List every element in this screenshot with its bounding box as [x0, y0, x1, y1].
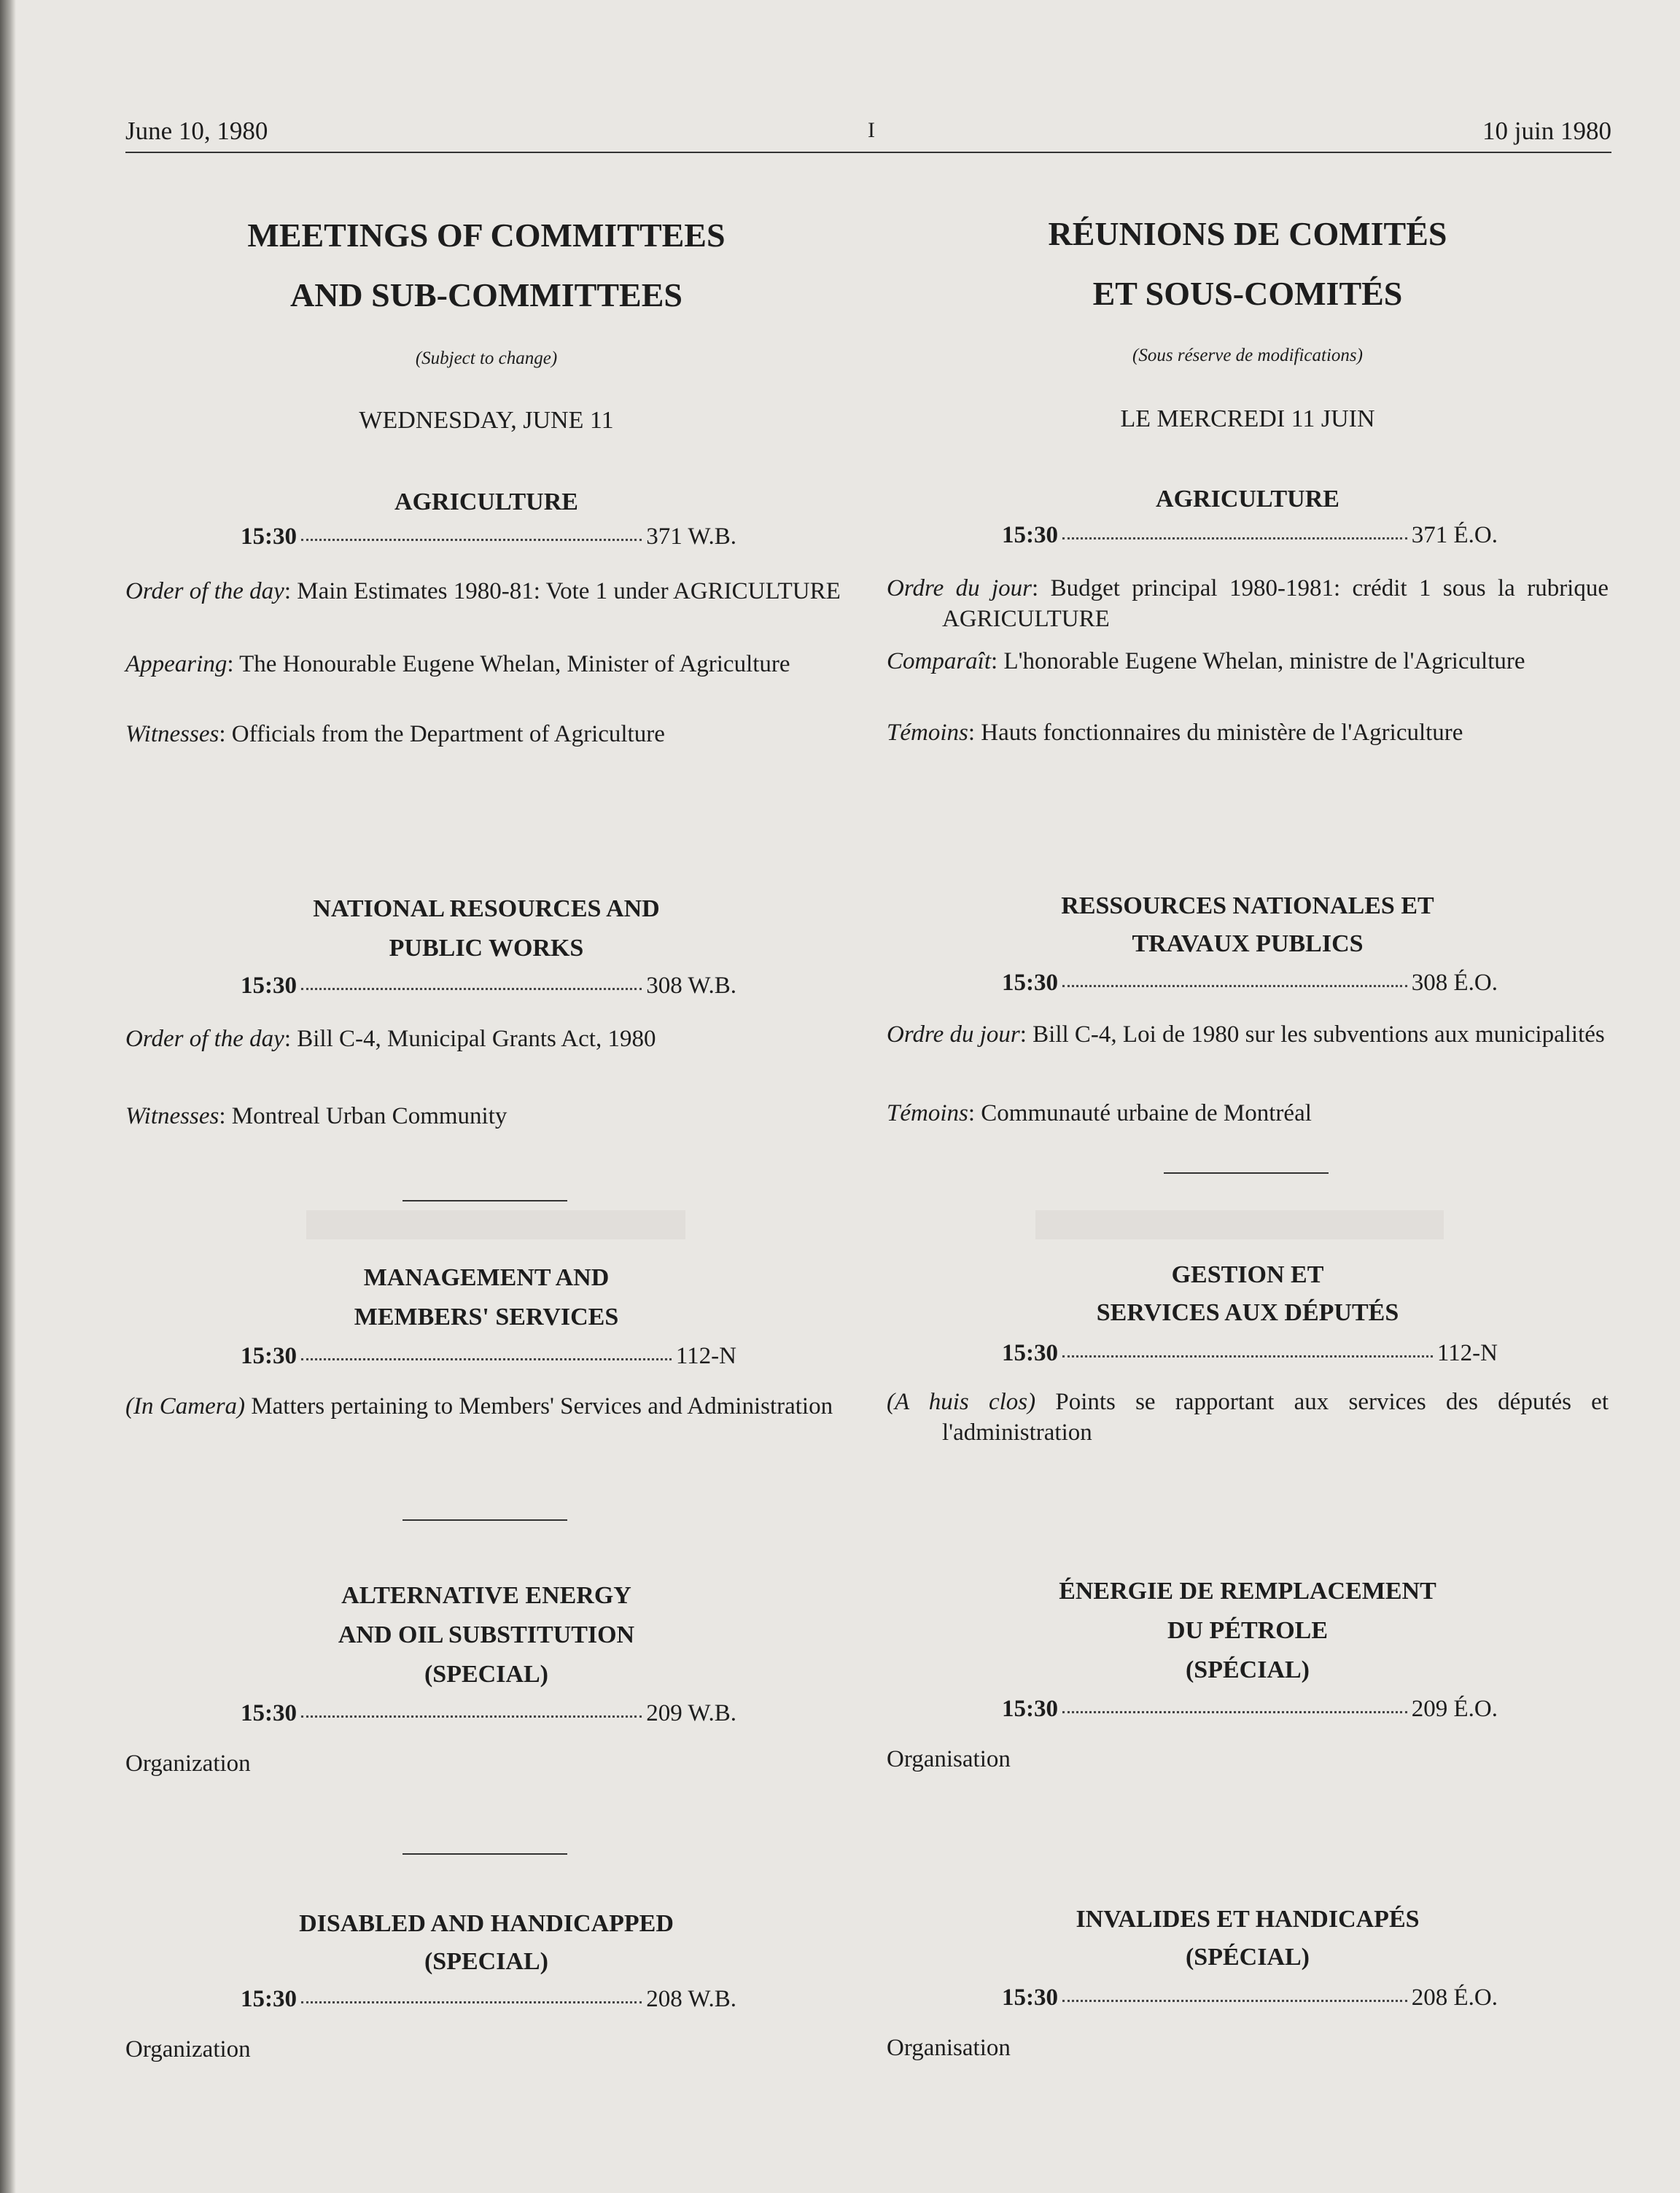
meeting-time-row — [241, 1343, 736, 1370]
meeting-day: WEDNESDAY, JUNE 11 — [359, 407, 614, 434]
meeting-time: 15:30 — [1002, 970, 1058, 996]
meeting-time-row — [241, 1700, 736, 1727]
in-camera-matters — [125, 1391, 847, 1422]
dot-leader — [1062, 985, 1407, 987]
committee-title: AGRICULTURE — [1156, 486, 1339, 513]
meeting-time-row — [241, 523, 736, 550]
meeting-room: 208 É.O. — [1411, 1984, 1498, 2011]
organization-note: Organization — [125, 2036, 251, 2062]
main-title-line2: ET SOUS-COMITÉS — [1092, 275, 1403, 312]
organization-note: Organisation — [887, 1746, 1011, 1772]
witnesses — [125, 1101, 847, 1131]
order-of-day — [125, 1024, 847, 1054]
subject-note: (Subject to change) — [415, 348, 558, 368]
order-label: Order of the day — [125, 1026, 284, 1052]
meeting-room: 371 W.B. — [646, 523, 736, 550]
committee-title-line2: DU PÉTROLE — [1167, 1617, 1329, 1644]
dot-leader — [1062, 537, 1407, 540]
witnesses-text: : Officials from the Department of Agriculture — [219, 721, 665, 747]
order-text: : Bill C-4, Municipal Grants Act, 1980 — [284, 1026, 656, 1052]
order-text: : Main Estimates 1980-81: Vote 1 under AGRICULTURE — [284, 578, 841, 604]
meeting-room: 112-N — [1436, 1340, 1498, 1366]
witnesses-text: : Hauts fonctionnaires du ministère de l'Agriculture — [968, 720, 1463, 746]
meeting-room: 112-N — [675, 1343, 736, 1369]
committee-title-line2: SERVICES AUX DÉPUTÉS — [1096, 1299, 1399, 1326]
witnesses — [125, 719, 847, 749]
in-camera-matters — [887, 1387, 1609, 1448]
meeting-room: 371 É.O. — [1411, 522, 1498, 548]
dot-leader — [301, 988, 642, 990]
meeting-room: 308 É.O. — [1411, 970, 1498, 996]
witnesses-label: Témoins — [887, 1100, 968, 1126]
witnesses-label: Témoins — [887, 720, 968, 746]
committee-title-line1: DISABLED AND HANDICAPPED — [299, 1910, 674, 1937]
witnesses-text: : Montreal Urban Community — [219, 1103, 508, 1129]
section-divider — [1164, 1172, 1329, 1174]
order-text: : Budget principal 1980-1981: crédit 1 sous la rubrique AGRICULTURE — [942, 575, 1609, 632]
appearing — [887, 646, 1609, 677]
subject-note: (Sous réserve de modifications) — [1132, 346, 1363, 365]
committee-title-line1: GESTION ET — [1171, 1261, 1324, 1288]
order-of-day — [887, 1019, 1609, 1050]
meeting-day: LE MERCREDI 11 JUIN — [1120, 405, 1375, 432]
witnesses-text: : Communauté urbaine de Montréal — [968, 1100, 1312, 1126]
committee-title: AGRICULTURE — [394, 488, 578, 515]
meeting-time: 15:30 — [241, 973, 297, 999]
french-column — [887, 0, 1609, 2193]
committee-title-line1: MANAGEMENT AND — [363, 1264, 610, 1291]
order-of-day — [125, 576, 847, 607]
section-divider — [402, 1519, 567, 1521]
meeting-time: 15:30 — [241, 1986, 297, 2012]
committee-title-line3: (SPECIAL) — [424, 1661, 549, 1688]
dot-leader — [1062, 1711, 1407, 1713]
dot-leader — [301, 2001, 642, 2003]
meeting-time-row — [1002, 522, 1498, 549]
committee-title-line2: PUBLIC WORKS — [389, 935, 584, 962]
page-spine-shadow — [0, 0, 16, 2193]
english-column — [125, 0, 847, 2193]
meeting-time: 15:30 — [241, 1700, 297, 1726]
committee-title-line2: (SPÉCIAL) — [1185, 1944, 1310, 1971]
committee-title-line1: ALTERNATIVE ENERGY — [341, 1582, 631, 1609]
committee-title-line1: ÉNERGIE DE REMPLACEMENT — [1059, 1578, 1436, 1605]
main-title-line2: AND SUB-COMMITTEES — [289, 276, 682, 313]
appearing-text: : L'honorable Eugene Whelan, ministre de l'Agriculture — [991, 648, 1525, 674]
witnesses — [887, 1098, 1609, 1129]
meeting-room: 208 W.B. — [646, 1986, 736, 2012]
organization-note: Organisation — [887, 2035, 1011, 2061]
meeting-time-row — [1002, 1696, 1498, 1723]
dot-leader — [301, 539, 642, 541]
matters-text: Matters pertaining to Members' Services and Administration — [245, 1393, 833, 1419]
meeting-time-row — [241, 973, 736, 1000]
committee-title-line2: TRAVAUX PUBLICS — [1132, 930, 1364, 957]
order-label: Ordre du jour — [887, 575, 1032, 601]
committee-title-line3: (SPÉCIAL) — [1185, 1656, 1310, 1683]
meeting-time-row — [241, 1986, 736, 2013]
matters-text: Points se rapportant aux services des députés et l'administration — [942, 1389, 1609, 1446]
appearing-label: Comparaît — [887, 648, 992, 674]
order-text: : Bill C-4, Loi de 1980 sur les subventions aux municipalités — [1019, 1021, 1605, 1048]
meeting-room: 209 W.B. — [646, 1700, 736, 1726]
section-divider — [402, 1200, 567, 1201]
appearing-text: : The Honourable Eugene Whelan, Minister of Agriculture — [227, 651, 790, 677]
main-title-line1: MEETINGS OF COMMITTEES — [247, 217, 726, 254]
meeting-time-row — [1002, 970, 1498, 997]
dot-leader — [1062, 2000, 1407, 2002]
order-label: Order of the day — [125, 578, 284, 604]
meeting-time-row — [1002, 1340, 1498, 1367]
meeting-time-row — [1002, 1984, 1498, 2011]
witnesses-label: Witnesses — [125, 721, 219, 747]
committee-title-line1: INVALIDES ET HANDICAPÉS — [1076, 1906, 1420, 1933]
meeting-room: 209 É.O. — [1411, 1696, 1498, 1722]
witnesses — [887, 717, 1609, 748]
meeting-time: 15:30 — [241, 523, 297, 550]
meeting-time: 15:30 — [241, 1343, 297, 1369]
witnesses-label: Witnesses — [125, 1103, 219, 1129]
meeting-time: 15:30 — [1002, 1340, 1058, 1366]
in-camera-label: (A huis clos) — [887, 1389, 1036, 1415]
page-number: I — [868, 118, 875, 142]
committee-title-line1: NATIONAL RESOURCES AND — [313, 895, 660, 922]
in-camera-label: (In Camera) — [125, 1393, 246, 1419]
committee-title-line2: (SPECIAL) — [424, 1948, 549, 1975]
order-of-day — [887, 573, 1609, 634]
committee-title-line2: AND OIL SUBSTITUTION — [338, 1621, 635, 1648]
section-divider — [402, 1853, 567, 1855]
header-date-en: June 10, 1980 — [125, 117, 268, 145]
appearing-label: Appearing — [125, 651, 228, 677]
meeting-time: 15:30 — [1002, 1984, 1058, 2011]
meeting-time: 15:30 — [1002, 522, 1058, 548]
appearing — [125, 649, 847, 679]
order-label: Ordre du jour — [887, 1021, 1020, 1048]
organization-note: Organization — [125, 1750, 251, 1777]
dot-leader — [301, 1715, 642, 1718]
meeting-room: 308 W.B. — [646, 973, 736, 999]
committee-title-line2: MEMBERS' SERVICES — [354, 1304, 619, 1331]
main-title-line1: RÉUNIONS DE COMITÉS — [1048, 215, 1447, 252]
committee-title-line1: RESSOURCES NATIONALES ET — [1061, 892, 1434, 919]
dot-leader — [1062, 1355, 1433, 1358]
header-date-fr: 10 juin 1980 — [1482, 117, 1611, 145]
meeting-time: 15:30 — [1002, 1696, 1058, 1722]
dot-leader — [301, 1358, 672, 1360]
